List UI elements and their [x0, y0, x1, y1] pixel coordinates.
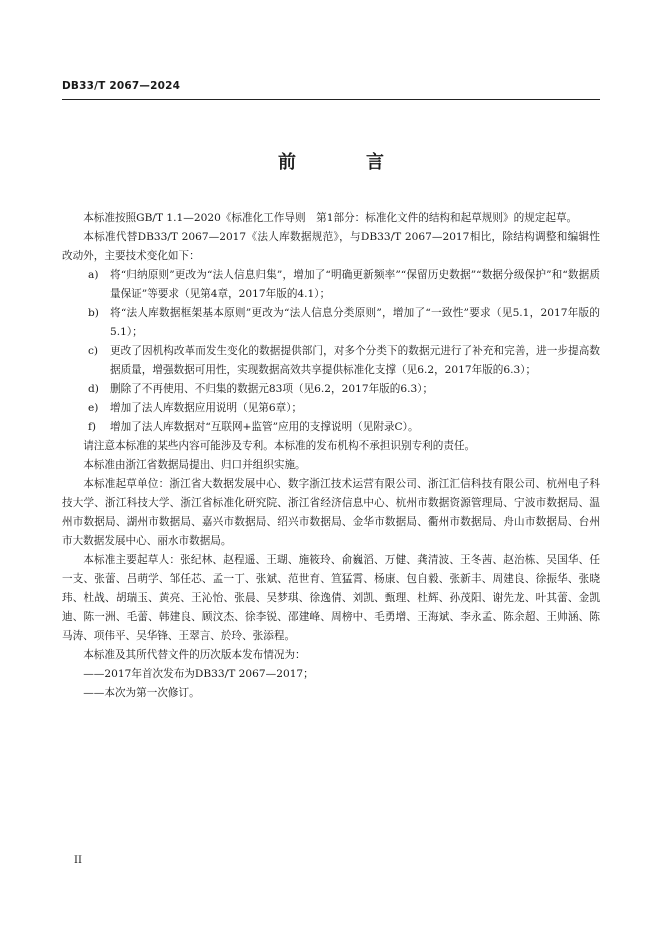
- drafters: 本标准主要起草人：张纪林、赵程遥、王瑚、施筱玲、俞巍滔、万健、龚清波、王冬茜、赵治栋、吴国华、任一支、张蕾、吕萌学、邹任芯、孟一丁、张斌、范世育、笪猛霄、杨康、包自毅、张新丰、周建良、徐振华、张晓玮、杜战、胡瑞玉、黄亮、王沁怡、张晨、吴梦琪、徐逸倩、刘凯、甄理、杜辉、孙茂阳、谢先龙、叶其蕾、金凯迪、陈一洲、毛蕾、韩建良、顾汶杰、徐李锐、邵建峰、周榜中、毛勇增、王海斌、李永孟、陈余超、王帅涵、陈马涛、项伟平、吴华锋、王翠言、於玲、张添程。: [62, 554, 600, 642]
- section-title: 前 言: [278, 152, 410, 173]
- change-item: [62, 304, 600, 342]
- standard-code: DB33/T 2067—2024: [62, 80, 181, 92]
- change-item-text: 更改了因机构改革而发生变化的数据提供部门，对多个分类下的数据元进行了补充和完善，进一步提高数据质量，增强数据可用性，实现数据高效共享提供标准化支撑（见6.2，2017年版的6.3）；: [110, 345, 600, 376]
- change-item-text: 将“归纳原则”更改为“法人信息归集”，增加了“明确更新频率”“保留历史数据”“数据分级保护”和“数据质量保证”等要求（见第4章，2017年版的4.1）；: [110, 269, 600, 300]
- history-item: ——2017年首次发布为DB33/T 2067—2017；: [83, 668, 314, 680]
- change-item-marker: f): [88, 421, 97, 433]
- change-item: [62, 266, 600, 304]
- change-item: [62, 342, 600, 380]
- change-item-marker: b): [88, 307, 99, 319]
- change-item: [62, 380, 600, 399]
- change-item-marker: c): [88, 345, 99, 357]
- patent-notice: 请注意本标准的某些内容可能涉及专利。本标准的发布机构不承担识别专利的责任。: [83, 440, 476, 452]
- header-rule: [62, 99, 600, 100]
- change-item-text: 增加了法人库数据应用说明（见第6章）；: [110, 402, 303, 414]
- change-item-text: 删除了不再使用、不归集的数据元83项（见6.2，2017年版的6.3）；: [110, 383, 434, 395]
- change-item-text: 增加了法人库数据对“互联网+监管”应用的支撑说明（见附录C）。: [110, 421, 419, 433]
- history-intro: 本标准及其所代替文件的历次版本发布情况为：: [83, 649, 306, 661]
- intro-paragraph: 本标准按照GB/T 1.1—2020《标准化工作导则 第1部分：标准化文件的结构和起草规则》的规定起草。: [83, 212, 578, 224]
- change-item: [62, 418, 600, 437]
- intro-paragraph: 本标准代替DB33/T 2067—2017《法人库数据规范》，与DB33/T 2067—2017相比，除结构调整和编辑性改动外，主要技术变化如下：: [62, 231, 600, 262]
- change-item-marker: a): [88, 269, 99, 281]
- change-item-marker: e): [88, 402, 99, 414]
- proposer-statement: 本标准由浙江省数据局提出、归口并组织实施。: [83, 459, 306, 471]
- body-text: [62, 209, 600, 703]
- page-number: II: [74, 855, 82, 866]
- change-item-text: 将“法人库数据框架基本原则”更改为“法人信息分类原则”，增加了“一致性”要求（见5.1，2017年版的5.1）；: [110, 307, 600, 338]
- change-item-marker: d): [88, 383, 99, 395]
- history-item: ——本次为第一次修订。: [83, 687, 200, 699]
- change-item: [62, 399, 600, 418]
- drafting-organizations: 本标准起草单位：浙江省大数据发展中心、数字浙江技术运营有限公司、浙江汇信科技有限公司、杭州电子科技大学、浙江科技大学、浙江省标准化研究院、浙江省经济信息中心、杭州市数据资源管理局、宁波市数据局、温州市数据局、湖州市数据局、嘉兴市数据局、绍兴市数据局、金华市数据局、衢州市数据局、舟山市数据局、台州市大数据发展中心、丽水市数据局。: [62, 478, 600, 547]
